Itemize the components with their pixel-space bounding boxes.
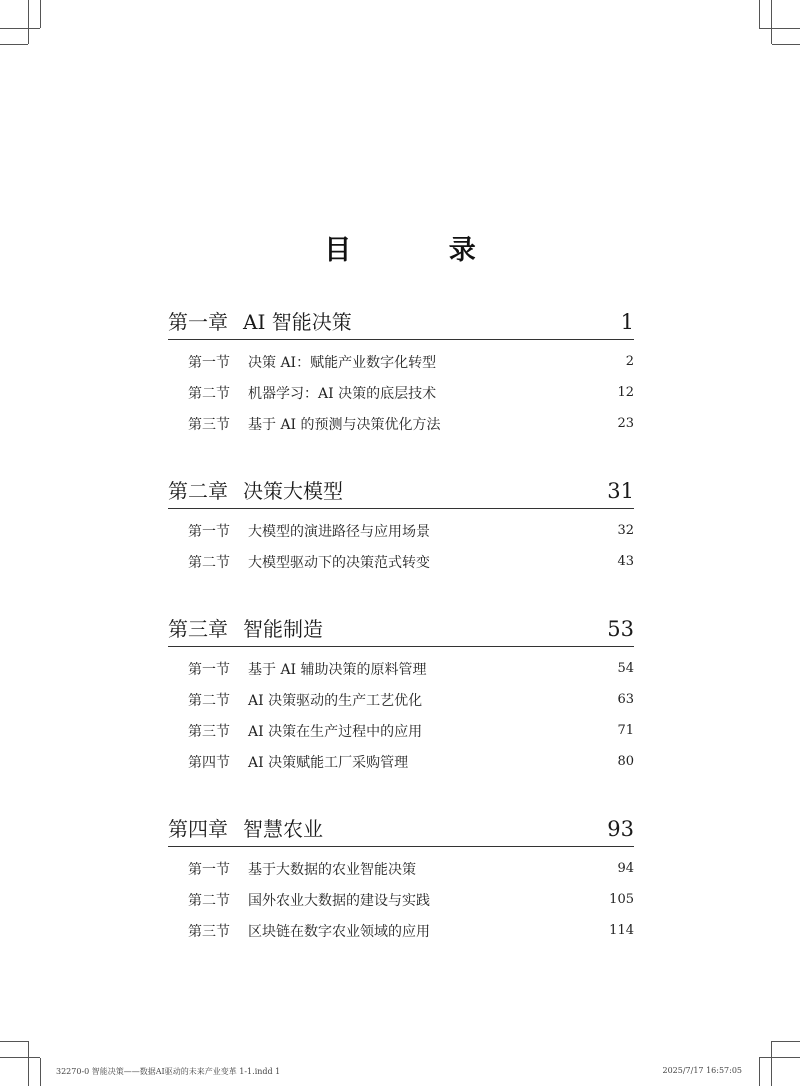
section-title: 区块链在数字农业领域的应用 (248, 923, 430, 940)
section-entry[interactable] (168, 377, 634, 408)
chapter-4 (168, 807, 634, 946)
section-page-number: 23 (617, 416, 634, 431)
section-number: 第一节 (188, 861, 230, 878)
section-entry[interactable] (168, 884, 634, 915)
section-page-number: 43 (617, 554, 634, 569)
section-number: 第三节 (188, 416, 230, 433)
section-page-number: 2 (625, 354, 634, 369)
section-page-number: 114 (609, 923, 634, 938)
print-slug-filename: 32270-0 智能决策——数据AI驱动的未来产业变革 1-1.indd 1 (56, 1067, 281, 1076)
section-page-number: 32 (617, 523, 634, 538)
chapter-title: AI 智能决策 (243, 310, 352, 334)
chapter-number: 第三章 (168, 617, 228, 641)
section-entry[interactable] (168, 746, 634, 777)
crop-mark (0, 44, 28, 45)
section-entry[interactable] (168, 853, 634, 884)
section-number: 第二节 (188, 385, 230, 402)
crop-mark (759, 0, 760, 28)
crop-mark (0, 28, 40, 29)
section-page-number: 94 (617, 861, 634, 876)
chapter-3 (168, 607, 634, 777)
section-list (168, 509, 634, 577)
section-title: AI 决策在生产过程中的应用 (248, 723, 423, 740)
crop-mark (40, 0, 41, 28)
section-page-number: 71 (617, 723, 634, 738)
section-page-number: 54 (617, 661, 634, 676)
section-entry[interactable] (168, 515, 634, 546)
chapter-heading[interactable] (168, 607, 634, 647)
section-title: 国外农业大数据的建设与实践 (248, 892, 430, 909)
crop-mark (771, 0, 772, 44)
chapter-title: 智慧农业 (243, 817, 323, 841)
crop-mark (0, 1041, 28, 1042)
crop-mark (40, 1058, 41, 1086)
chapter-page-number: 53 (607, 617, 634, 641)
crop-mark (759, 1058, 760, 1086)
section-list (168, 847, 634, 946)
section-title: AI 决策驱动的生产工艺优化 (248, 692, 423, 709)
chapter-heading[interactable] (168, 469, 634, 509)
section-list (168, 340, 634, 439)
section-entry[interactable] (168, 346, 634, 377)
chapter-page-number: 31 (607, 479, 634, 503)
section-number: 第二节 (188, 554, 230, 571)
section-page-number: 12 (617, 385, 634, 400)
section-list (168, 647, 634, 777)
chapter-page-number: 93 (607, 817, 634, 841)
section-page-number: 105 (609, 892, 634, 907)
section-title: 决策 AI：赋能产业数字化转型 (248, 354, 437, 371)
section-title: 机器学习：AI 决策的底层技术 (248, 385, 437, 402)
chapter-number: 第一章 (168, 310, 228, 334)
section-title: 基于大数据的农业智能决策 (248, 861, 416, 878)
crop-mark (28, 0, 29, 44)
chapter-title: 决策大模型 (243, 479, 343, 503)
chapter-number: 第二章 (168, 479, 228, 503)
chapter-heading[interactable] (168, 300, 634, 340)
crop-mark (28, 1041, 29, 1086)
crop-mark (759, 28, 800, 29)
chapter-title: 智能制造 (243, 617, 323, 641)
section-number: 第一节 (188, 661, 230, 678)
section-title: 基于 AI 的预测与决策优化方法 (248, 416, 441, 433)
section-title: AI 决策赋能工厂采购管理 (248, 754, 409, 771)
section-page-number: 63 (617, 692, 634, 707)
section-number: 第三节 (188, 723, 230, 740)
chapter-heading[interactable] (168, 807, 634, 847)
section-number: 第四节 (188, 754, 230, 771)
section-entry[interactable] (168, 915, 634, 946)
section-title: 基于 AI 辅助决策的原料管理 (248, 661, 427, 678)
section-entry[interactable] (168, 546, 634, 577)
section-title: 大模型驱动下的决策范式转变 (248, 554, 430, 571)
section-number: 第一节 (188, 354, 230, 371)
table-of-contents (168, 300, 634, 976)
crop-mark (771, 1041, 772, 1086)
chapter-number: 第四章 (168, 817, 228, 841)
section-title: 大模型的演进路径与应用场景 (248, 523, 430, 540)
crop-mark (772, 44, 800, 45)
print-slug-timestamp: 2025/7/17 16:57:05 (662, 1066, 742, 1075)
crop-mark (759, 1057, 800, 1058)
section-number: 第三节 (188, 923, 230, 940)
section-entry[interactable] (168, 684, 634, 715)
crop-mark (0, 1057, 40, 1058)
section-page-number: 80 (617, 754, 634, 769)
page-title: 目 录 (324, 235, 520, 266)
chapter-2 (168, 469, 634, 577)
section-number: 第二节 (188, 692, 230, 709)
chapter-1 (168, 300, 634, 439)
section-number: 第二节 (188, 892, 230, 909)
chapter-page-number: 1 (620, 310, 634, 334)
section-entry[interactable] (168, 653, 634, 684)
crop-mark (772, 1041, 800, 1042)
section-entry[interactable] (168, 715, 634, 746)
section-entry[interactable] (168, 408, 634, 439)
section-number: 第一节 (188, 523, 230, 540)
